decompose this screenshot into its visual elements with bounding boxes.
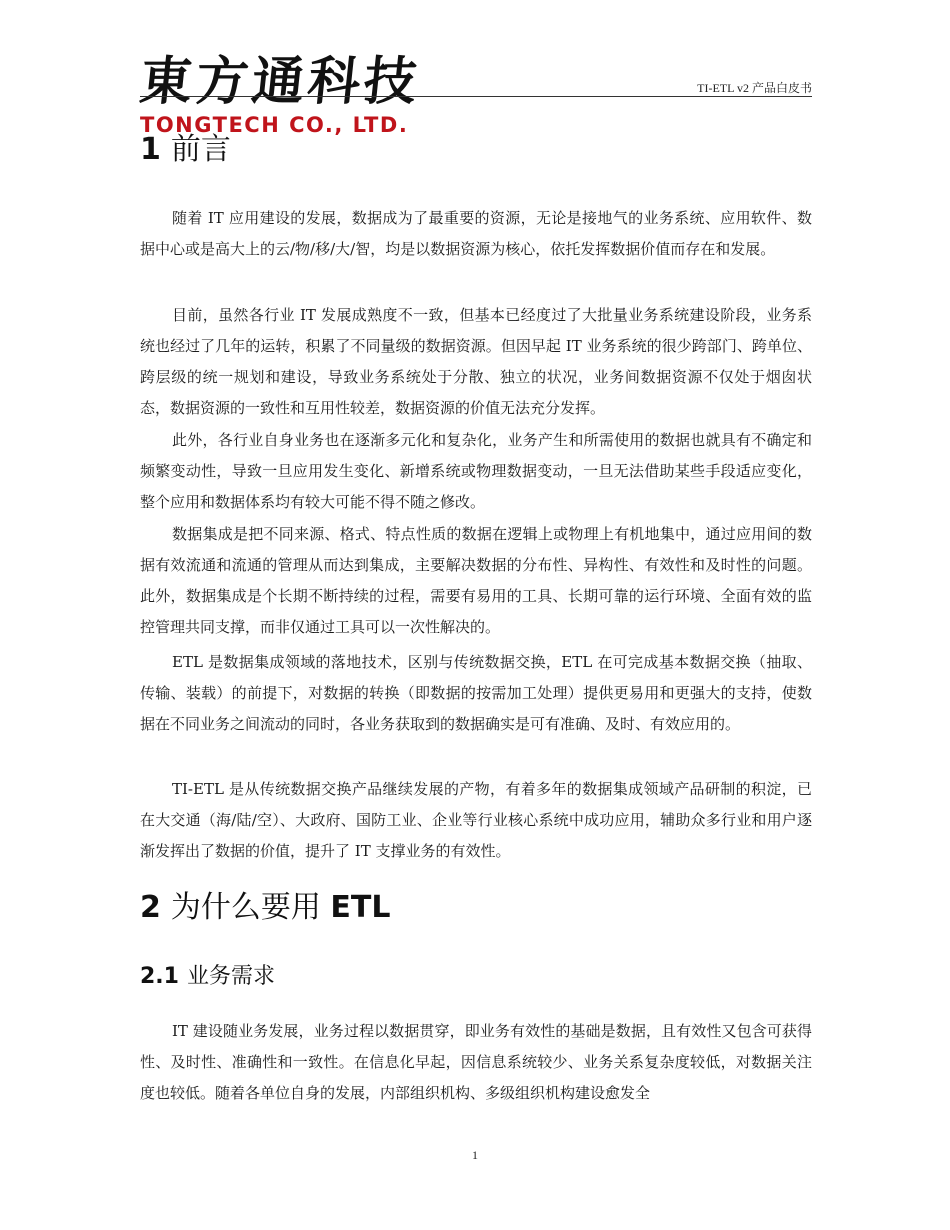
logo-chinese-text: 東方通科技 bbox=[136, 51, 424, 112]
section-2-title: 为什么要用 bbox=[170, 890, 321, 925]
company-logo bbox=[136, 51, 440, 138]
header-divider bbox=[140, 96, 812, 97]
subsection-2-1-heading bbox=[140, 962, 275, 992]
section-1-paragraph-4: 数据集成是把不同来源、格式、特点性质的数据在逻辑上或物理上有机地集中，通过应用间的数据有效流通和流通的管理从而达到集成，主要解决数据的分布性、异构性、有效性和及时性的问题。此外，数据集成是个长期不断持续的过程，需要有易用的工具、长期可靠的运行环境、全面有效的监控管理共同支撑，而非仅通过工具可以一次性解决的。 bbox=[140, 525, 812, 636]
section-1-paragraph-3: 此外，各行业自身业务也在逐渐多元化和复杂化，业务产生和所需使用的数据也就具有不确定和频繁变动性，导致一旦应用发生变化、新增系统或物理数据变动，一旦无法借助某些手段适应变化，整个应用和数据体系均有较大可能不得不随之修改。 bbox=[140, 431, 812, 511]
logo-english-text: TONGTECH CO., LTD. bbox=[140, 113, 409, 137]
section-1-paragraph-5: ETL 是数据集成领域的落地技术，区别与传统数据交换，ETL 在可完成基本数据交换（抽取、传输、装载）的前提下，对数据的转换（即数据的按需加工处理）提供更易用和更强大的支持，使数据在不同业务之间流动的同时，各业务获取到的数据确实是可有准确、及时、有效应用的。 bbox=[140, 653, 812, 733]
section-2-title-en: ETL bbox=[330, 890, 391, 925]
section-1-paragraph-2: 目前，虽然各行业 IT 发展成熟度不一致，但基本已经度过了大批量业务系统建设阶段，业务系统也经过了几年的运转，积累了不同量级的数据资源。但因早起 IT 业务系统的很少跨部门、跨单位、跨层级的统一规划和建设，导致业务系统处于分散、独立的状况，业务间数据资源不仅处于烟囱状态，数据资源的一致性和互用性较差，数据资源的价值无法充分发挥。 bbox=[140, 306, 812, 417]
page-number: 1 bbox=[472, 1148, 478, 1162]
section-2-heading bbox=[140, 888, 391, 928]
subsection-2-1-paragraph-1: IT 建设随业务发展，业务过程以数据贯穿，即业务有效性的基础是数据，且有效性又包含可获得性、及时性、准确性和一致性。在信息化早起，因信息系统较少、业务关系复杂度较低，对数据关注度也较低。随着各单位自身的发展，内部组织机构、多级组织机构建设愈发全 bbox=[140, 1022, 812, 1102]
section-2-number: 2 bbox=[140, 890, 161, 925]
header-document-title: TI-ETL v2 产品白皮书 bbox=[697, 81, 812, 95]
section-1-title: 前言 bbox=[170, 132, 231, 167]
section-1-paragraph-1: 随着 IT 应用建设的发展，数据成为了最重要的资源，无论是接地气的业务系统、应用软件、数据中心或是高大上的云/物/移/大/智，均是以数据资源为核心，依托发挥数据价值而存在和发展。 bbox=[140, 209, 812, 258]
section-1-number: 1 bbox=[140, 132, 161, 167]
section-1-paragraph-6: TI-ETL 是从传统数据交换产品继续发展的产物，有着多年的数据集成领域产品研制的积淀，已在大交通（海/陆/空）、大政府、国防工业、企业等行业核心系统中成功应用，辅助众多行业和用户逐渐发挥出了数据的价值，提升了 IT 支撑业务的有效性。 bbox=[140, 780, 812, 860]
section-1-heading bbox=[140, 130, 231, 170]
subsection-2-1-title: 业务需求 bbox=[186, 964, 275, 989]
subsection-2-1-number: 2.1 bbox=[140, 964, 179, 989]
